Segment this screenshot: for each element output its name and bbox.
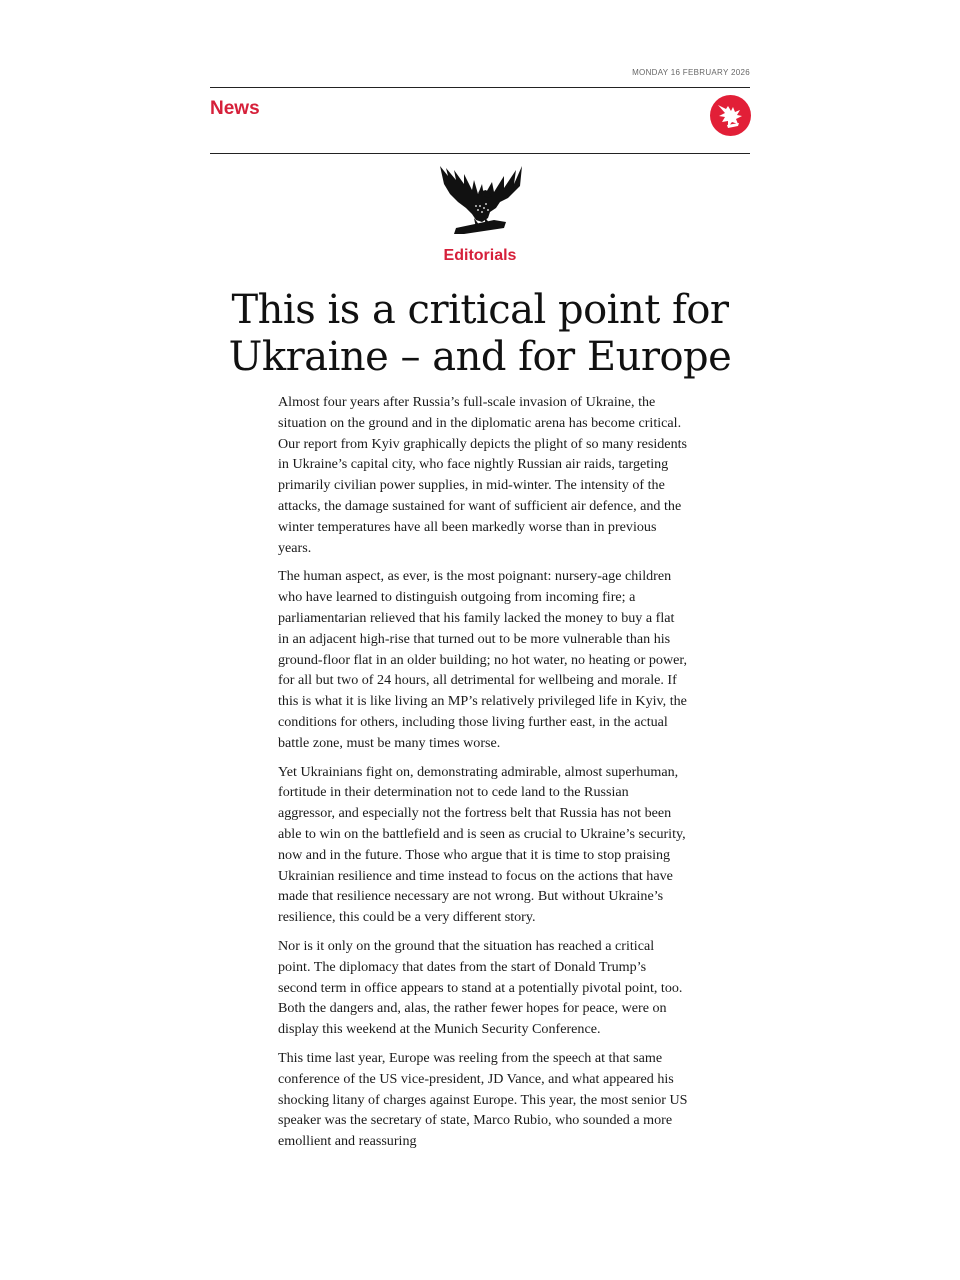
logo-badge[interactable] <box>710 95 751 136</box>
article-paragraph: This time last year, Europe was reeling from the speech at that same conference of the US vice-president, JD Vance, and what appeared his shocking litany of charges against Europe. This year, the most senior US speaker was the secretary of state, Marco Rubio, who sounded a more emollient and reassuring <box>278 1049 688 1150</box>
article-paragraph: Nor is it only on the ground that the situation has reached a critical point. The diplomacy that dates from the start of Donald Trump’s second term in office appears to stand at a potentially pivotal point, too. Both the dangers and, alas, the rather fewer hopes for peace, were on display this weekend at the Munich Security Conference. <box>278 937 683 1038</box>
header-bottom-rule <box>210 153 750 154</box>
article-paragraph: Almost four years after Russia’s full-scale invasion of Ukraine, the situation on the ground and in the diplomatic arena has become critical. Our report from Kyiv graphically depicts the plight of so many residents in Ukraine’s capital city, who face nightly Russian air raids, targeting primarily civilian power supplies, in mid-winter. The intensity of the attacks, the damage sustained for want of sufficient air defence, and the winter temperatures have all been markedly worse than in previous years. <box>278 394 688 556</box>
article-body <box>278 392 688 1160</box>
article-kicker[interactable]: Editorials <box>443 247 517 264</box>
headline-line-1: This is a critical point for <box>231 287 729 333</box>
article-paragraph: The human aspect, as ever, is the most poignant: nursery-age children who have learned to distinguish outgoing from incoming fire; a parliamentarian relieved that his family lacked the money to buy a flat in an adjacent high-rise that turned out to be more vulnerable than his ground-floor flat in an older building; no hot water, no heating or power, for all but two of 24 hours, all detrimental for wellbeing and morale. If this is what it is like living an MP’s relatively privileged life in Kyiv, the conditions for others, including those living further east, in the actual battle zone, must be many times worse. <box>278 568 688 751</box>
edition-date: MONDAY 16 FEBRUARY 2026 <box>632 68 750 77</box>
section-label[interactable]: News <box>210 98 260 119</box>
eagle-masthead-icon <box>434 162 526 242</box>
header-top-rule <box>210 87 750 88</box>
eagle-icon <box>716 102 746 130</box>
headline-line-2: Ukraine – and for Europe <box>228 334 732 380</box>
article-paragraph: Yet Ukrainians fight on, demonstrating admirable, almost superhuman, fortitude in their determination not to cede land to the Russian aggressor, and especially not the fortress belt that Russia has not been able to win on the battlefield and is seen as crucial to Ukraine’s security, now and in the future. Those who argue that it is time to stop praising Ukrainian resilience and time instead to focus on the actions that have made that resilience necessary are not wrong. But without Ukraine’s resilience, this could be a very different story. <box>278 763 686 926</box>
article-headline <box>180 287 780 381</box>
